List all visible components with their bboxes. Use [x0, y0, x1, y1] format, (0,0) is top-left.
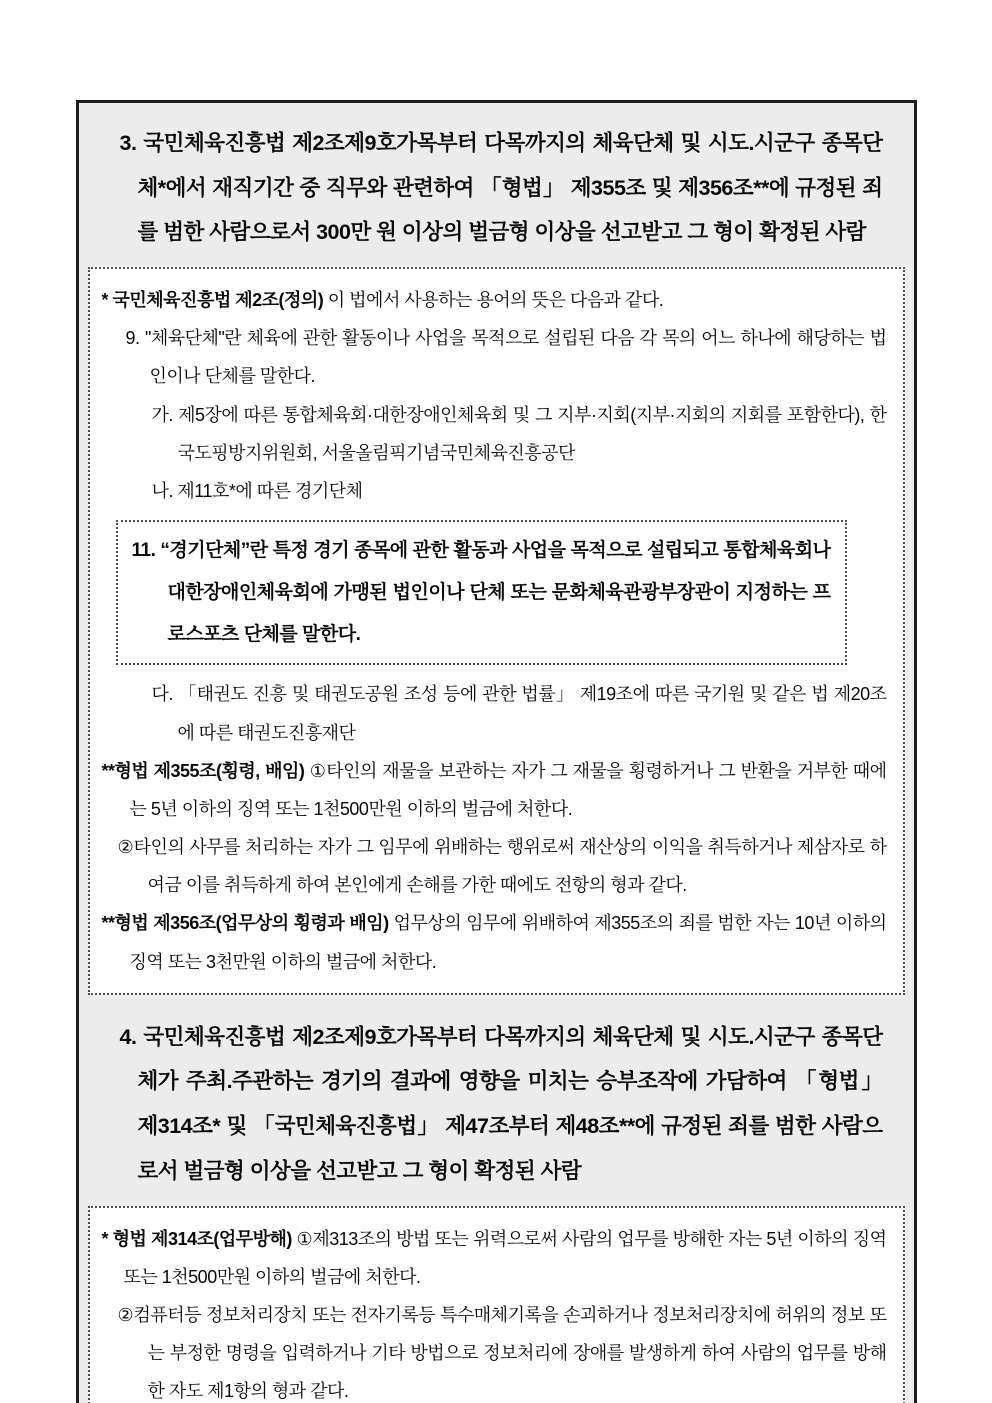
- item-3-paragraph: 3. 국민체육진흥법 제2조제9호가목부터 다목까지의 체육단체 및 시도.시군구 종목단체*에서 재직기간 중 직무와 관련하여 「형법」 제355조 및 제356조**에 규정된 죄를 범한 사람으로서 300만 원 이상의 벌금형 이상을 선고받고 그 형이 확정된 사람: [119, 131, 883, 245]
- note2-article-314-rest: ①제313조의 방법 또는 위력으로써 사람의 업무를 방해한 자는 5년 이하의 징역 또는 1천500만원 이하의 벌금에 처한다.: [123, 1228, 887, 1287]
- footnote-box-2: [88, 1206, 905, 1403]
- note1-subitem-da-paragraph: 다. 「태권도 진흥 및 태권도공원 조성 등에 관한 법률」 제19조에 따른 국기원 및 같은 법 제20조에 따른 태권도진흥재단: [151, 684, 887, 743]
- note1-article-356-lead: **형법 제356조(업무상의 횡령과 배임): [101, 913, 389, 934]
- note2-article-314-lead: * 형법 제314조(업무방해): [101, 1228, 292, 1249]
- note1-definition-paragraph: [102, 281, 887, 319]
- legal-notice-panel: [76, 100, 917, 1403]
- note2-article-314-clause-2-paragraph: ②컴퓨터등 정보처리장치 또는 전자기록등 특수매체기록을 손괴하거나 정보처리장치에 허위의 정보 또는 부정한 명령을 입력하거나 기타 방법으로 정보처리에 장애를 발생하게 하여 사람의 업무를 방해한 자도 제1항의 형과 같다.: [117, 1304, 887, 1402]
- note1-subitem-ga-paragraph: 가. 제5장에 따른 통합체육회·대한장애인체육회 및 그 지부·지회(지부·지회의 지회를 포함한다), 한국도핑방지위원회, 서울올림픽기념국민체육진흥공단: [151, 404, 887, 463]
- clause-11-definition-box: [116, 520, 847, 665]
- clause-11-definition-text: 11. “경기단체”란 특정 경기 종목에 관한 활동과 사업을 목적으로 설립되고 통합체육회나 대한장애인체육회에 가맹된 법인이나 단체 또는 문화체육관광부장관이 지정하는 프로스포츠 단체를 말한다.: [131, 540, 831, 645]
- footnote-box-1: [88, 267, 905, 995]
- note2-article-314-paragraph: [102, 1220, 887, 1296]
- note1-article-356-paragraph: [102, 904, 887, 980]
- note1-subitem-na-paragraph: 나. 제11호*에 따른 경기단체: [151, 480, 363, 501]
- note1-article-356-rest: 업무상의 임무에 위배하여 제355조의 죄를 범한 자는 10년 이하의 징역 또는 3천만원 이하의 벌금에 처한다.: [129, 913, 887, 972]
- note1-article-355-clause-2-paragraph: ②타인의 사무를 처리하는 자가 그 임무에 위배하는 행위로써 재산상의 이익을 취득하거나 제삼자로 하여금 이를 취득하게 하여 본인에게 손해를 가한 때에도 전항의 형과 같다.: [117, 837, 887, 896]
- note1-article-355-paragraph: [102, 752, 887, 828]
- note1-clause-9-paragraph: 9. "체육단체"란 체육에 관한 활동이나 사업을 목적으로 설립된 다음 각 목의 어느 하나에 해당하는 법인이나 단체를 말한다.: [125, 328, 887, 387]
- note1-definition-rest: 이 법에서 사용하는 용어의 뜻은 다음과 같다.: [323, 290, 664, 311]
- item-4-paragraph: 4. 국민체육진흥법 제2조제9호가목부터 다목까지의 체육단체 및 시도.시군구 종목단체가 주최.주관하는 경기의 결과에 영향을 미치는 승부조작에 가담하여 「형법」 제314조* 및 「국민체육진흥법」 제47조부터 제48조**에 규정된 죄를 범한 사람으로서 벌금형 이상을 선고받고 그 형이 확정된 사람: [119, 1024, 883, 1183]
- note1-article-355-lead: **형법 제355조(횡령, 배임): [101, 760, 305, 781]
- note1-definition-lead: * 국민체육진흥법 제2조(정의): [101, 290, 324, 311]
- note1-article-355-rest: ①타인의 재물을 보관하는 자가 그 재물을 횡령하거나 그 반환을 거부한 때에는 5년 이하의 징역 또는 1천500만원 이하의 벌금에 처한다.: [129, 760, 887, 819]
